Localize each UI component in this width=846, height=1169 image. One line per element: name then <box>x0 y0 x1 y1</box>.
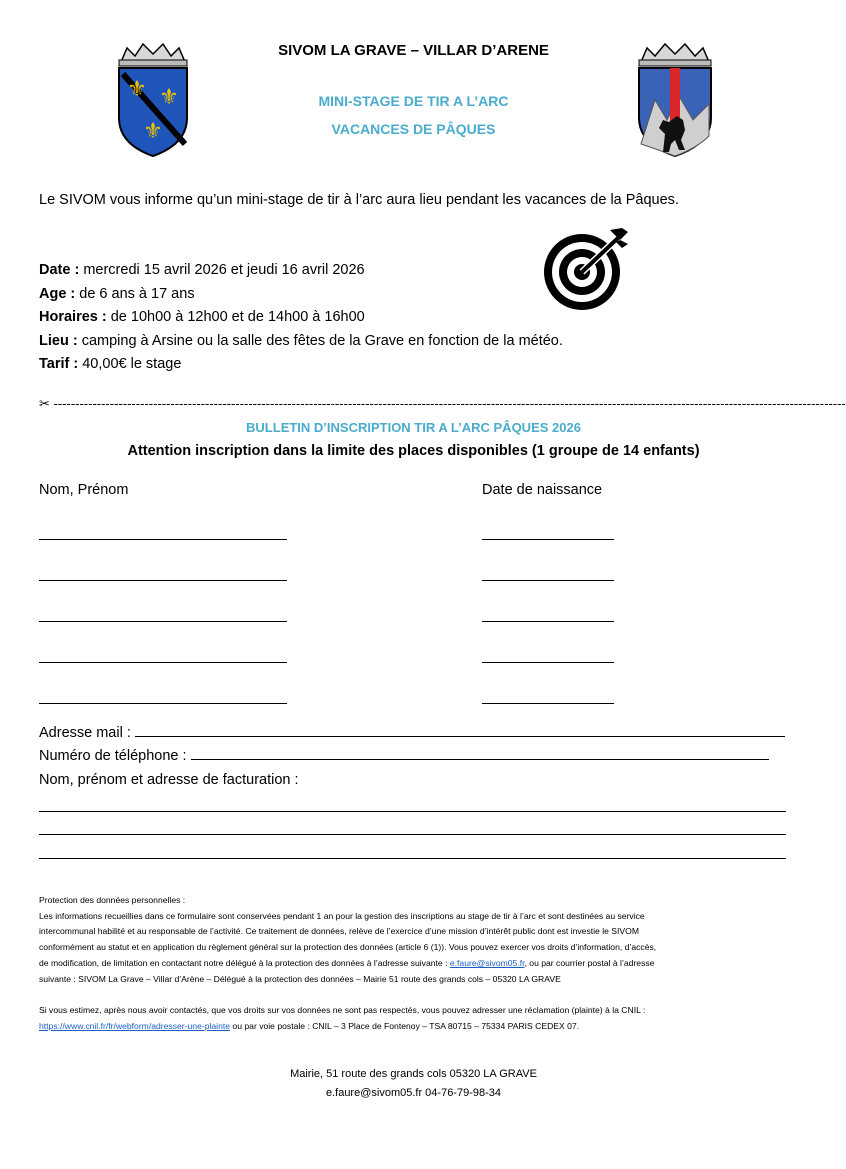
privacy-line: conformément au statut et en application du règlement général sur la protection des données (article 6 (1)). Vous pouvez exercer vos droits d’information, d’accès, <box>39 942 657 953</box>
privacy-notice <box>39 893 789 1034</box>
detail-location-value: camping à Arsine ou la salle des fêtes de la Grave en fonction de la météo. <box>77 333 563 349</box>
email-blank-line[interactable] <box>135 735 785 737</box>
billing-field-label: Nom, prénom et adresse de facturation : <box>39 772 299 788</box>
footer-contact: e.faure@sivom05.fr 04-76-79-98-34 <box>325 1087 502 1099</box>
phone-field-label: Numéro de téléphone : <box>39 748 187 764</box>
svg-text:⚜: ⚜ <box>127 77 147 102</box>
detail-location-label: Lieu : <box>39 333 78 349</box>
birthdate-blank-line-1[interactable] <box>482 539 614 540</box>
archery-target-icon <box>540 228 630 314</box>
birthdate-blank-line-4[interactable] <box>482 662 614 663</box>
privacy-line: intercommunal habilité et au responsable de l’activité. Ce traitement de données, relève de l’exercice d’une mission d’intérêt public dont est investie le SIVOM <box>39 926 639 937</box>
cnil-complaint-link[interactable]: https://www.cnil.fr/fr/webform/adresser-une-plainte <box>39 1020 231 1031</box>
detail-hours <box>39 309 365 325</box>
phone-blank-line[interactable] <box>191 758 769 760</box>
footer-address: Mairie, 51 route des grands cols 05320 LA GRAVE <box>290 1068 537 1080</box>
detail-age-value: de 6 ans à 17 ans <box>75 286 195 302</box>
privacy-line: suivante : SIVOM La Grave – Villar d’Arène – Délégué à la protection des données – Mairie 51 route des grands cols – 05320 LA GRAVE <box>39 973 561 984</box>
privacy-line <box>39 956 789 972</box>
detail-age <box>39 286 195 302</box>
page-subtitle: VACANCES DE PÂQUES <box>331 121 496 137</box>
detail-price <box>39 356 181 372</box>
name-column-label: Nom, Prénom <box>39 482 129 498</box>
billing-blank-line-2[interactable] <box>39 834 786 835</box>
detail-hours-value: de 10h00 à 12h00 et de 14h00 à 16h00 <box>106 309 365 325</box>
billing-field-row <box>39 772 299 788</box>
scissors-cut-line: ✂ --------------------------------------------------------------------------------------------------------------------------------------------------------------------------------------- <box>39 396 846 411</box>
birthdate-column-label: Date de naissance <box>482 482 603 498</box>
phone-field-row <box>39 748 769 764</box>
detail-hours-label: Horaires : <box>39 309 107 325</box>
birthdate-blank-line-3[interactable] <box>482 621 614 622</box>
svg-text:⚜: ⚜ <box>159 85 179 110</box>
detail-location <box>39 333 563 349</box>
privacy-text: , ou par courrier postal à l’adresse <box>524 957 655 968</box>
name-blank-line-3[interactable] <box>39 621 287 622</box>
cnil-text: ou par voie postale : CNIL – 3 Place de Fontenoy – TSA 80715 – 75334 PARIS CEDEX 07. <box>230 1020 580 1031</box>
cnil-line <box>39 1019 789 1035</box>
detail-price-value: 40,00€ le stage <box>78 356 182 372</box>
billing-blank-line-3[interactable] <box>39 858 786 859</box>
intro-text: Le SIVOM vous informe qu’un mini-stage de tir à l’arc aura lieu pendant les vacances de la Pâques. <box>39 192 679 208</box>
detail-date-label: Date : <box>39 262 80 278</box>
privacy-text: de modification, de limitation en contactant notre délégué à la protection des données à l’adresse suivante : <box>39 957 450 968</box>
detail-age-label: Age : <box>39 286 76 302</box>
organization-name: SIVOM LA GRAVE – VILLAR D’ARENE <box>278 42 549 59</box>
billing-blank-line-1[interactable] <box>39 811 786 812</box>
privacy-line: Les informations recueillies dans ce formulaire sont conservées pendant 1 an pour la gestion des inscriptions au stage de tir à l’arc et sont destinées au service <box>39 910 645 921</box>
svg-text:⚜: ⚜ <box>143 119 163 144</box>
detail-date-value: mercredi 15 avril 2026 et jeudi 16 avril 2026 <box>79 262 365 278</box>
name-blank-line-1[interactable] <box>39 539 287 540</box>
detail-date <box>39 262 365 278</box>
email-field-row <box>39 725 785 741</box>
name-blank-line-2[interactable] <box>39 580 287 581</box>
page-title: MINI-STAGE DE TIR A L’ARC <box>318 93 509 109</box>
privacy-heading: Protection des données personnelles : <box>39 895 186 905</box>
birthdate-blank-line-2[interactable] <box>482 580 614 581</box>
registration-form-title: BULLETIN D’INSCRIPTION TIR A L’ARC PÂQUES 2026 <box>246 420 581 435</box>
email-field-label: Adresse mail : <box>39 725 131 741</box>
detail-price-label: Tarif : <box>39 356 79 372</box>
cnil-line: Si vous estimez, après nous avoir contactés, que vos droits sur vos données ne sont pas respectés, vous pouvez adresser une réclamation (plainte) à la CNIL : <box>39 1004 646 1015</box>
birthdate-blank-line-5[interactable] <box>482 703 614 704</box>
name-blank-line-4[interactable] <box>39 662 287 663</box>
registration-form-notice: Attention inscription dans la limite des places disponibles (1 groupe de 14 enfants) <box>127 443 700 459</box>
dpo-email-link[interactable]: e.faure@sivom05.fr <box>449 957 525 968</box>
name-blank-line-5[interactable] <box>39 703 287 704</box>
